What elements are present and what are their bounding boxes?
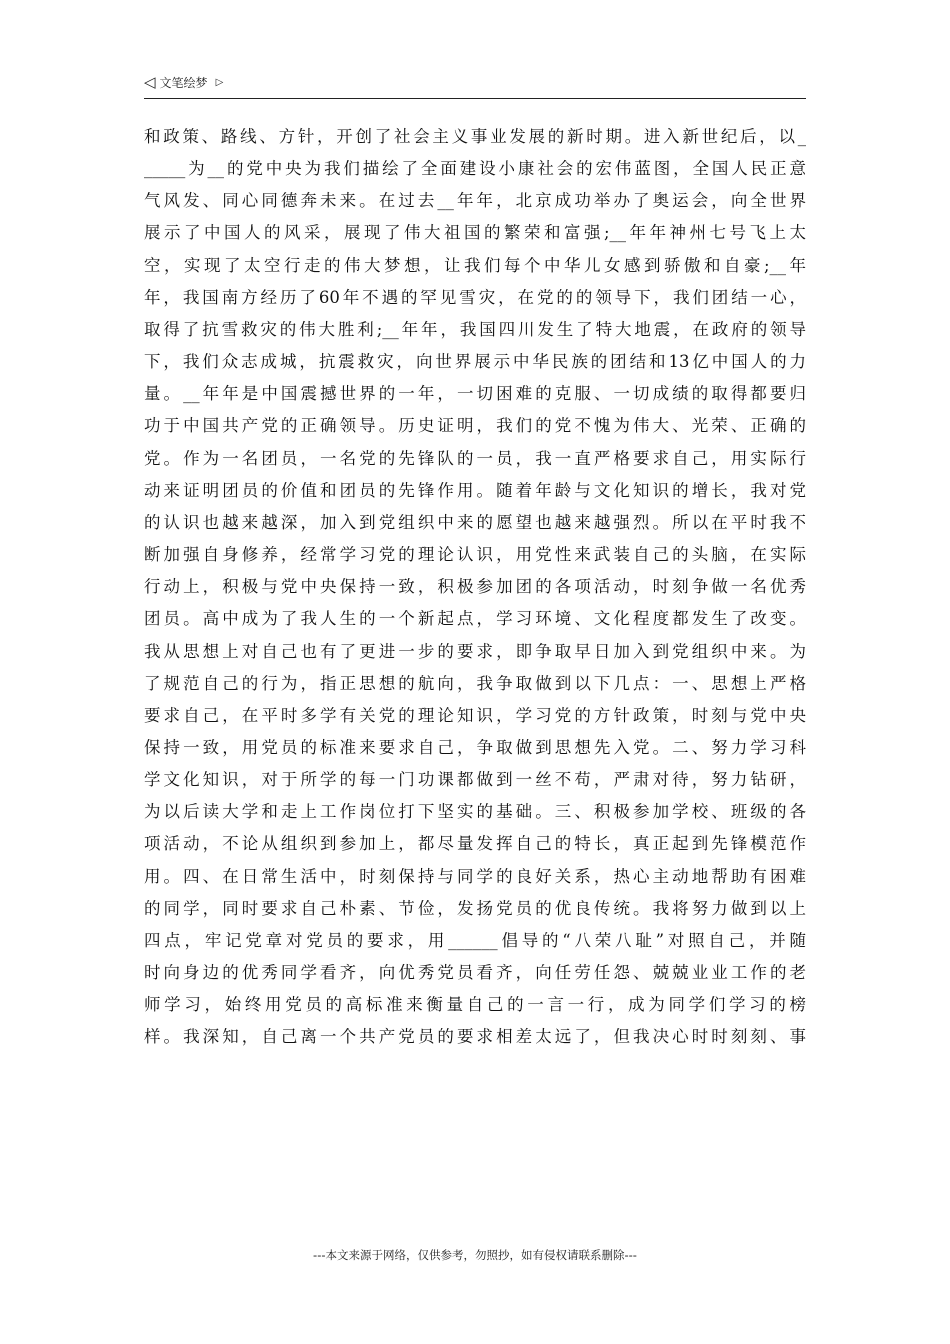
text-line: 下，我们众志成城，抗震救灾，向世界展示中华民族的团结和13亿中国人的力 [144,352,806,372]
text-line: 用。四、在日常生活中，时刻保持与同学的良好关系，热心主动地帮助有困难 [144,866,806,886]
text-line: 团员。高中成为了我人生的一个新起点，学习环境、文化程度都发生了改变。 [144,609,806,629]
text-line: _____为__的党中央为我们描绘了全面建设小康社会的宏伟蓝图，全国人民正意 [144,159,806,179]
text-line: 和政策、路线、方针，开创了社会主义事业发展的新时期。进入新世纪后，以_ [144,127,806,146]
text-line: 四点，牢记党章对党员的要求，用______倡导的“八荣八耻”对照自己，并随 [144,930,806,950]
text-line: 气风发、同心同德奔未来。在过去__年年，北京成功举办了奥运会，向全世界 [144,191,806,211]
text-line: 的认识也越来越深，加入到党组织中来的愿望也越来越强烈。所以在平时我不 [144,512,806,532]
brand-label: 文笔绘梦 [159,76,208,90]
text-line: 行动上，积极与党中央保持一致，积极参加团的各项活动，时刻争做一名优秀 [144,577,806,597]
text-line: 功于中国共产党的正确领导。历史证明，我们的党不愧为伟大、光荣、正确的 [144,416,806,436]
text-line: 展示了中国人的风采，展现了伟大祖国的繁荣和富强;__年年神州七号飞上太 [144,223,806,243]
page-footer-notice: ---本文来源于网络，仅供参考，勿照抄，如有侵权请联系删除--- [313,1248,637,1262]
text-line: 师学习，始终用党员的高标准来衡量自己的一言一行，成为同学们学习的榜 [144,995,806,1015]
text-line: 样。我深知，自己离一个共产党员的要求相差太远了，但我决心时时刻刻、事 [144,1027,806,1047]
text-line: 我从思想上对自己也有了更进一步的要求，即争取早日加入到党组织中来。为 [144,641,806,661]
text-line: 空，实现了太空行走的伟大梦想，让我们每个中华儿女感到骄傲和自豪;__年 [144,255,806,275]
text-line: 动来证明团员的价值和团员的先锋作用。随着年龄与文化知识的增长，我对党 [144,480,806,500]
text-line: 量。__年年是中国震撼世界的一年，一切困难的克服、一切成绩的取得都要归 [144,384,806,404]
text-line: 项活动，不论从组织到参加上，都尽量发挥自己的特长，真正起到先锋模范作 [144,834,806,854]
text-line: 保持一致，用党员的标准来要求自己，争取做到思想先入党。二、努力学习科 [144,737,806,757]
text-line: 了规范自己的行为，指正思想的航向，我争取做到以下几点：一、思想上严格 [144,673,806,693]
left-triangle-icon: ◁ [144,73,156,91]
text-line: 学文化知识，对于所学的每一门功课都做到一丝不苟，严肃对待，努力钻研， [144,770,806,790]
text-line: 时向身边的优秀同学看齐，向优秀党员看齐，向任劳任怨、兢兢业业工作的老 [144,963,806,983]
page-header [144,72,806,99]
text-line: 要求自己，在平时多学有关党的理论知识，学习党的方针政策，时刻与党中央 [144,705,806,725]
right-triangle-icon: ▷ [215,76,224,88]
header-brand [144,74,223,91]
document-body [144,121,806,1054]
text-line: 党。作为一名团员，一名党的先锋队的一员，我一直严格要求自己，用实际行 [144,448,806,468]
text-line: 取得了抗雪救灾的伟大胜利;__年年，我国四川发生了特大地震，在政府的领导 [144,319,806,339]
text-line: 的同学，同时要求自己朴素、节俭，发扬党员的优良传统。我将努力做到以上 [144,898,806,918]
text-line: 年，我国南方经历了60年不遇的罕见雪灾，在党的的领导下，我们团结一心， [144,287,806,307]
text-line: 断加强自身修养，经常学习党的理论认识，用党性来武装自己的头脑，在实际 [144,545,806,565]
text-line: 为以后读大学和走上工作岗位打下坚实的基础。三、积极参加学校、班级的各 [144,802,806,822]
